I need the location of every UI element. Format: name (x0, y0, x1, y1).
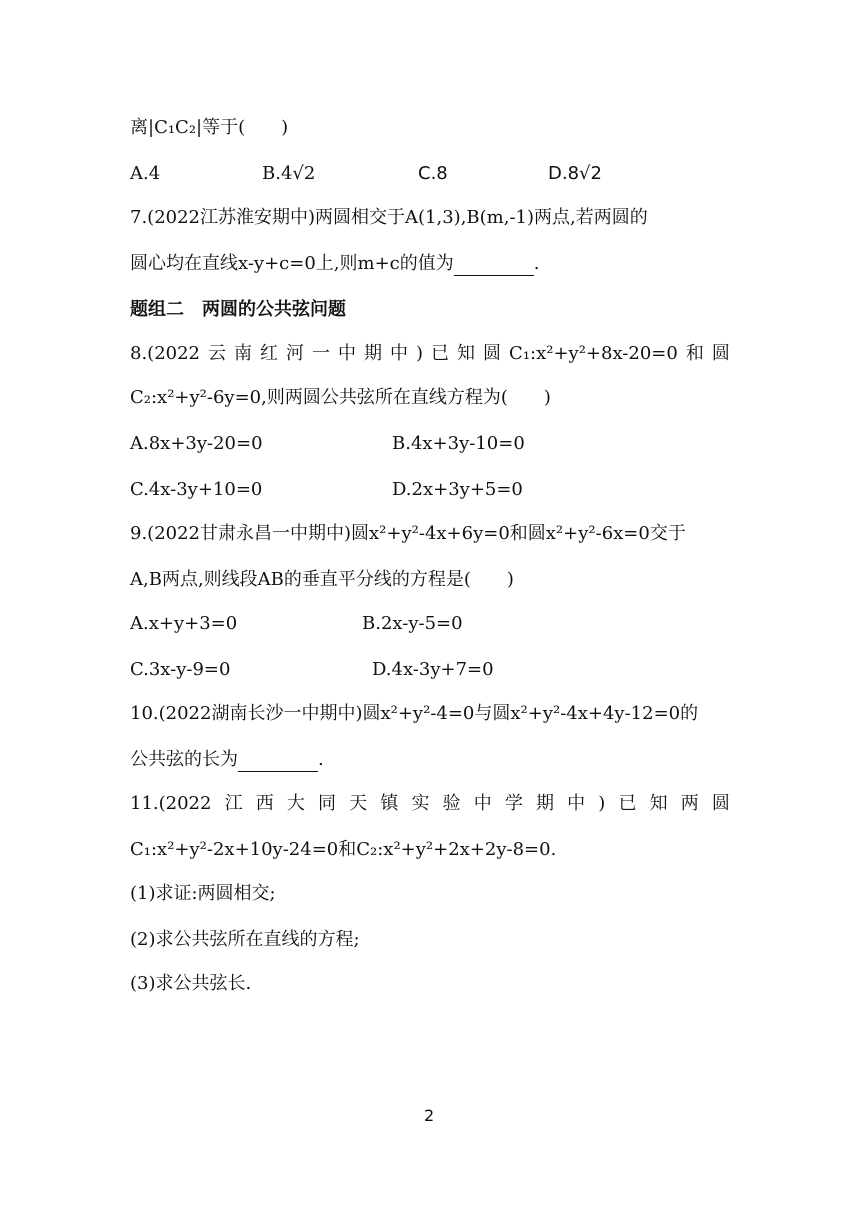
q6-option-c: C.8 (418, 163, 448, 184)
q11-line1-token: 圆 (711, 793, 730, 814)
question-10-line-1: 10.(2022湖南长沙一中期中)圆x²+y²-4=0与圆x²+y²-4x+4y-12=0的 (130, 703, 699, 724)
q11-line1-token: 验 (442, 793, 461, 814)
question-9-line-2: A,B两点,则线段AB的垂直平分线的方程是( ) (130, 569, 514, 590)
q7-text: 圆心均在直线x-y+c=0上,则m+c的值为 (130, 253, 454, 274)
q8-line1-token: 知 (457, 343, 476, 364)
question-9-line-1: 9.(2022甘肃永昌一中期中)圆x²+y²-4x+6y=0和圆x²+y²-6x=0交于 (130, 523, 686, 544)
question-11-line-1 (130, 792, 730, 816)
q11-line1-token: 同 (318, 793, 337, 814)
section-title: 题组二 两圆的公共弦问题 (130, 299, 346, 320)
q8-line1-token: 中 (338, 343, 357, 364)
question-11-line-2: C₁:x²+y²-2x+10y-24=0和C₂:x²+y²+2x+2y-8=0. (130, 839, 557, 860)
q8-line1-token: 云 (208, 343, 227, 364)
q11-line1-token: 天 (349, 793, 368, 814)
q6-option-a: A.4 (130, 163, 161, 184)
q9-option-d: D.4x-3y+7=0 (372, 659, 494, 680)
q8-line1-token: 期 (364, 343, 383, 364)
q10-text: 公共弦的长为 (130, 749, 238, 770)
q9-option-a: A.x+y+3=0 (130, 613, 238, 634)
question-7-line-1: 7.(2022江苏淮安期中)两圆相交于A(1,3),B(m,-1)两点,若两圆的 (130, 207, 648, 228)
q11-part-2: (2)求公共弦所在直线的方程; (130, 929, 360, 950)
q8-line1-token: 河 (286, 343, 305, 364)
q8-line1-token: 中 (390, 343, 409, 364)
q7-period: . (533, 253, 540, 274)
q11-line1-token: 镇 (380, 793, 399, 814)
q11-line1-token: 中 (567, 793, 586, 814)
q11-part-3: (3)求公共弦长. (130, 973, 252, 994)
question-7-line-2 (130, 252, 539, 276)
q11-line1-token: 西 (255, 793, 274, 814)
q8-line1-token: 8.(2022 (130, 343, 201, 364)
q8-line1-token: 圆 (483, 343, 502, 364)
q11-line1-token: 已 (618, 793, 637, 814)
q10-period: . (318, 749, 324, 770)
q8-line1-token: 和 (685, 343, 704, 364)
q8-line1-token: 一 (312, 343, 331, 364)
q8-line1-token: 圆 (711, 343, 730, 364)
q11-line1-token: ) (598, 793, 606, 814)
question-8-line-2: C₂:x²+y²-6y=0,则两圆公共弦所在直线方程为( ) (130, 387, 551, 408)
page-number: 2 (424, 1106, 435, 1125)
q11-line1-token: 期 (536, 793, 555, 814)
q11-line1-token: 两 (680, 793, 699, 814)
q7-answer-blank (454, 257, 534, 276)
question-8-line-1 (130, 342, 730, 366)
q9-option-b: B.2x-y-5=0 (362, 613, 463, 634)
q10-answer-blank (238, 753, 318, 772)
q11-part-1: (1)求证:两圆相交; (130, 883, 276, 904)
q8-line1-token: C₁:x²+y²+8x-20=0 (509, 343, 678, 364)
q8-line1-token: 红 (260, 343, 279, 364)
q6-option-d: D.8√2 (548, 163, 602, 184)
q8-option-b: B.4x+3y-10=0 (392, 433, 525, 454)
question-6-stem-end: 离|C₁C₂|等于( ) (130, 117, 289, 138)
q11-line1-token: 实 (411, 793, 430, 814)
q8-option-a: A.8x+3y-20=0 (130, 433, 263, 454)
q6-option-b: B.4√2 (262, 163, 316, 184)
q11-line1-token: 知 (649, 793, 668, 814)
q11-line1-token: 11.(2022 (130, 793, 212, 814)
q11-line1-token: 江 (224, 793, 243, 814)
q8-line1-token: ) (416, 343, 424, 364)
q9-option-c: C.3x-y-9=0 (130, 659, 231, 680)
question-10-line-2 (130, 748, 324, 772)
q11-line1-token: 学 (504, 793, 523, 814)
q11-line1-token: 大 (286, 793, 305, 814)
q8-option-d: D.2x+3y+5=0 (392, 479, 523, 500)
q8-line1-token: 已 (431, 343, 450, 364)
q8-option-c: C.4x-3y+10=0 (130, 479, 263, 500)
q8-line1-token: 南 (234, 343, 253, 364)
q11-line1-token: 中 (473, 793, 492, 814)
